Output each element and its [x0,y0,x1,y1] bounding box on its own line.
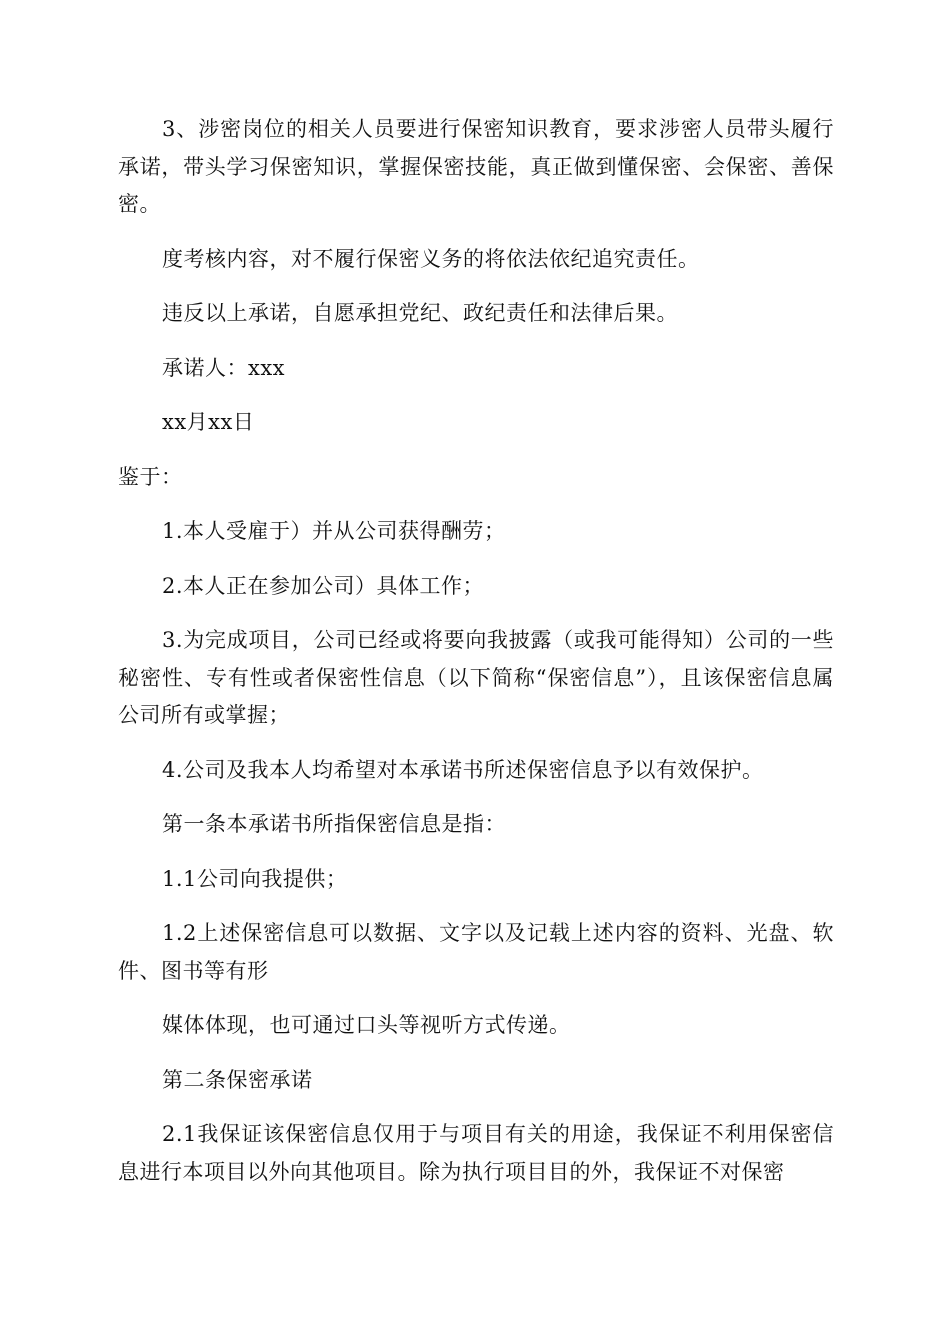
whereas-item-2: 2.本人正在参加公司）具体工作； [162,573,485,598]
clause-1-2: 1.2上述保密信息可以数据、文字以及记载上述内容的资料、光盘、软件、图书等有形 [118,921,834,983]
document-body [118,111,834,1208]
promisor-line: 承诺人：xxx [162,355,286,380]
paragraph-violation-consequence: 违反以上承诺，自愿承担党纪、政纪责任和法律后果。 [162,301,678,325]
whereas-heading: 鉴于： [118,464,183,489]
clause-1-2-continued: 媒体体现，也可通过口头等视听方式传递。 [162,1013,571,1037]
whereas-item-4: 4.公司及我本人均希望对本承诺书所述保密信息予以有效保护。 [162,757,764,782]
article-1-heading: 第一条本承诺书所指保密信息是指： [162,812,506,836]
whereas-item-1: 1.本人受雇于）并从公司获得酬劳； [162,519,506,543]
paragraph-assessment: 度考核内容，对不履行保密义务的将依法依纪追究责任。 [162,246,700,271]
clause-1-1: 1.1公司向我提供； [162,866,348,891]
clause-2-1: 2.1我保证该保密信息仅用于与项目有关的用途，我保证不利用保密信息进行本项目以外向其他项目。除为执行项目目的外，我保证不对保密 [118,1122,834,1184]
article-2-heading: 第二条保密承诺 [162,1067,313,1092]
whereas-item-3: 3.为完成项目，公司已经或将要向我披露（或我可能得知）公司的一些秘密性、专有性或者保密性信息（以下简称“保密信息”），且该保密信息属公司所有或掌握； [118,628,834,727]
paragraph-confidential-training: 3、涉密岗位的相关人员要进行保密知识教育，要求涉密人员带头履行承诺，带头学习保密知识，掌握保密技能，真正做到懂保密、会保密、善保密。 [118,117,834,216]
date-line: xx月xx日 [162,410,255,434]
